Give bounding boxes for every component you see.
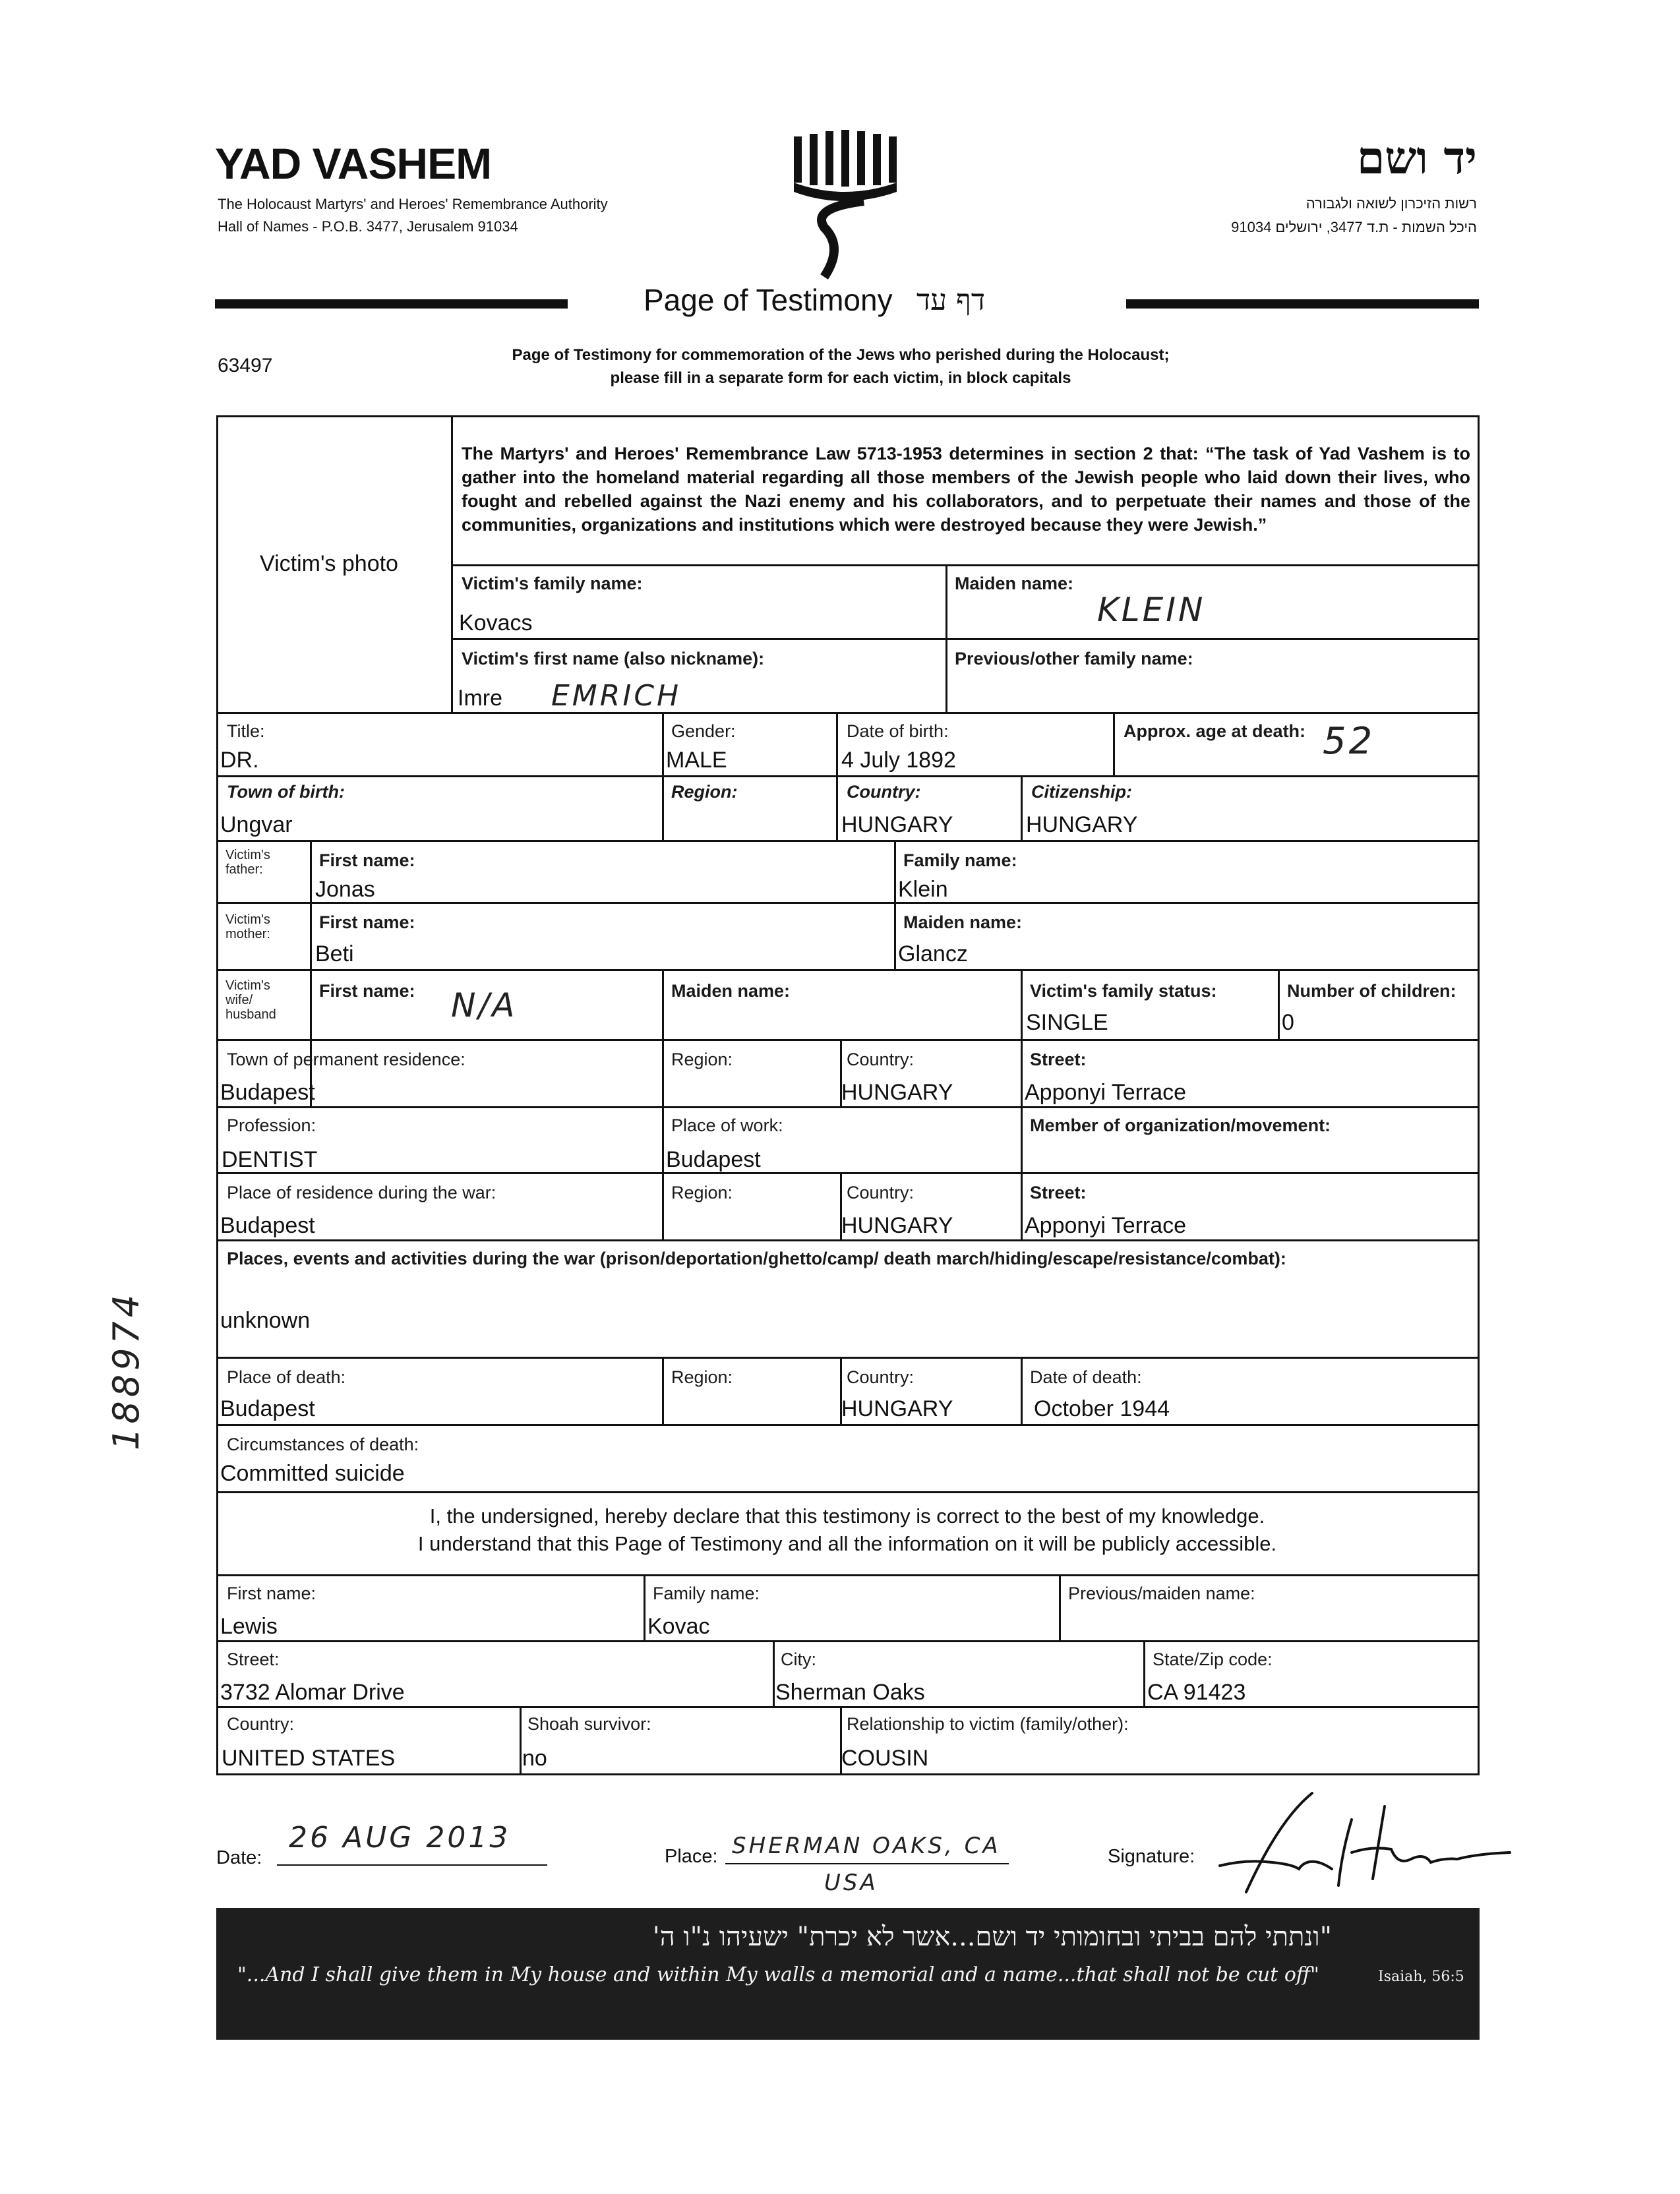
- citizenship-value[interactable]: HUNGARY: [1026, 812, 1138, 837]
- form-subtitle-2: please fill in a separate form for each victim, in block capitals: [610, 369, 1071, 387]
- org-name-hebrew: יד ושם: [1356, 132, 1477, 185]
- previous-family-name-label: Previous/other family name:: [955, 649, 1193, 668]
- father-first-value[interactable]: Jonas: [315, 877, 375, 902]
- age-handwritten[interactable]: 52: [1323, 720, 1375, 763]
- residence-region-label: Region:: [671, 1050, 733, 1069]
- submitter-state-label: State/Zip code:: [1153, 1649, 1273, 1669]
- war-events-label: Places, events and activities during the war (prison/deportation/ghetto/camp/ death march/hiding/escape/resistance/combat):: [227, 1249, 1286, 1268]
- dob-value[interactable]: 4 July 1892: [841, 748, 956, 773]
- workplace-label: Place of work:: [671, 1115, 783, 1135]
- spouse-first-label: First name:: [319, 981, 415, 1001]
- residence-country-label: Country:: [847, 1050, 915, 1069]
- children-label: Number of children:: [1287, 981, 1456, 1001]
- region-birth-label: Region:: [671, 782, 738, 802]
- org-address: Hall of Names - P.O.B. 3477, Jerusalem 91034: [218, 218, 518, 235]
- death-country-value[interactable]: HUNGARY: [841, 1396, 953, 1421]
- page-title-hebrew: דף עד: [916, 283, 986, 317]
- organization-label: Member of organization/movement:: [1030, 1115, 1331, 1135]
- header-rule-right: [1126, 299, 1479, 309]
- relationship-value[interactable]: COUSIN: [841, 1746, 929, 1771]
- survivor-value[interactable]: no: [522, 1746, 547, 1771]
- first-name-label: Victim's first name (also nickname):: [462, 649, 765, 668]
- workplace-value[interactable]: Budapest: [666, 1147, 761, 1172]
- org-subtitle: The Holocaust Martyrs' and Heroes' Remembrance Authority: [218, 196, 608, 212]
- signature-label: Signature:: [1108, 1846, 1195, 1867]
- banner-reference: Isaiah, 56:5: [1378, 1969, 1464, 1985]
- town-birth-value[interactable]: Ungvar: [220, 812, 293, 837]
- submitter-street-value[interactable]: 3732 Alomar Drive: [220, 1680, 405, 1705]
- org-address-hebrew: היכל השמות - ת.ד 3477, ירושלים 91034: [1231, 219, 1477, 235]
- relationship-label: Relationship to victim (family/other):: [847, 1714, 1129, 1734]
- submitter-city-value[interactable]: Sherman Oaks: [775, 1680, 925, 1705]
- war-country-value[interactable]: HUNGARY: [841, 1213, 953, 1238]
- title-value[interactable]: DR.: [220, 748, 259, 773]
- submitter-street-label: Street:: [227, 1649, 280, 1669]
- family-name-label: Victim's family name:: [462, 574, 643, 593]
- death-region-label: Region:: [671, 1367, 733, 1387]
- maiden-name-handwritten[interactable]: KLEIN: [1097, 591, 1206, 629]
- death-date-label: Date of death:: [1030, 1367, 1142, 1387]
- submitter-city-label: City:: [781, 1649, 816, 1669]
- gender-label: Gender:: [671, 721, 736, 741]
- spouse-first-handwritten[interactable]: N/A: [451, 986, 518, 1024]
- banner-hebrew: "ונתתי להם בביתי ובחומותי יד ושם...אשר לא יכרת" ישעיהו נ"ו ה': [652, 1922, 1332, 1952]
- margin-handwritten-number: 188974: [105, 1290, 147, 1450]
- spouse-side-label: Victim's wife/ husband: [225, 978, 276, 1022]
- father-side-label: Victim's father:: [225, 848, 270, 877]
- mother-side-label: Victim's mother:: [225, 912, 270, 941]
- maiden-name-label: Maiden name:: [955, 574, 1074, 593]
- country-birth-label: Country:: [847, 782, 921, 802]
- place-underline: [725, 1863, 1009, 1864]
- death-date-value[interactable]: October 1944: [1034, 1396, 1170, 1421]
- war-residence-value[interactable]: Budapest: [220, 1213, 315, 1238]
- place-label: Place:: [665, 1846, 718, 1867]
- death-place-label: Place of death:: [227, 1367, 346, 1387]
- profession-label: Profession:: [227, 1115, 316, 1135]
- form-subtitle-1: Page of Testimony for commemoration of the Jews who perished during the Holocaust;: [512, 346, 1170, 364]
- town-birth-label: Town of birth:: [227, 782, 345, 802]
- war-events-value[interactable]: unknown: [220, 1308, 311, 1333]
- title-label: Title:: [227, 721, 265, 741]
- date-handwritten[interactable]: 26 AUG 2013: [289, 1821, 511, 1854]
- submitter-state-value[interactable]: CA 91423: [1147, 1680, 1246, 1705]
- yad-vashem-logo: [785, 129, 903, 280]
- photo-placeholder-label: Victim's photo: [260, 551, 398, 576]
- submitter-prev-label: Previous/maiden name:: [1068, 1584, 1255, 1603]
- age-label: Approx. age at death:: [1124, 721, 1306, 741]
- submitter-family-value[interactable]: Kovac: [647, 1614, 710, 1639]
- org-subtitle-hebrew: רשות הזיכרון לשואה ולגבורה: [1305, 195, 1477, 212]
- spouse-maiden-label: Maiden name:: [671, 981, 791, 1001]
- dob-label: Date of birth:: [847, 721, 949, 741]
- banner-english: "...And I shall give them in My house and within My walls a memorial and a name...that shall not be cut off": [237, 1963, 1319, 1986]
- death-circumstances-value[interactable]: Committed suicide: [220, 1461, 405, 1486]
- place-handwritten-2[interactable]: USA: [824, 1870, 878, 1896]
- place-handwritten-1[interactable]: SHERMAN OAKS, CA: [732, 1833, 1001, 1859]
- father-first-label: First name:: [319, 850, 415, 870]
- war-region-label: Region:: [671, 1183, 733, 1202]
- death-country-label: Country:: [847, 1367, 915, 1387]
- war-residence-label: Place of residence during the war:: [227, 1183, 496, 1202]
- family-status-value[interactable]: SINGLE: [1026, 1010, 1108, 1035]
- profession-value[interactable]: DENTIST: [222, 1147, 318, 1172]
- family-name-value[interactable]: Kovacs: [459, 610, 533, 636]
- death-circumstances-label: Circumstances of death:: [227, 1435, 419, 1454]
- country-birth-value[interactable]: HUNGARY: [841, 812, 953, 837]
- death-place-value[interactable]: Budapest: [220, 1396, 315, 1421]
- date-label: Date:: [216, 1847, 262, 1868]
- first-name-value[interactable]: Imre: [458, 686, 502, 711]
- org-name: YAD VASHEM: [215, 139, 492, 188]
- mother-first-value[interactable]: Beti: [315, 941, 354, 966]
- war-street-value[interactable]: Apponyi Terrace: [1025, 1213, 1187, 1238]
- mother-first-label: First name:: [319, 912, 415, 932]
- family-status-label: Victim's family status:: [1030, 981, 1217, 1001]
- residence-country-value[interactable]: HUNGARY: [841, 1080, 953, 1105]
- mother-maiden-value[interactable]: Glancz: [898, 941, 968, 966]
- submitter-first-label: First name:: [227, 1584, 316, 1603]
- declaration-line-2: I understand that this Page of Testimony and all the information on it will be publicly accessible.: [417, 1532, 1277, 1555]
- father-family-value[interactable]: Klein: [898, 877, 948, 902]
- war-country-label: Country:: [847, 1183, 915, 1202]
- submitter-country-label: Country:: [227, 1714, 295, 1734]
- children-value[interactable]: 0: [1282, 1010, 1294, 1035]
- residence-street-label: Street:: [1030, 1050, 1087, 1069]
- war-street-label: Street:: [1030, 1183, 1087, 1202]
- date-underline: [277, 1864, 547, 1866]
- citizenship-label: Citizenship:: [1031, 782, 1132, 802]
- submitter-family-label: Family name:: [653, 1584, 760, 1603]
- mother-maiden-label: Maiden name:: [903, 912, 1023, 932]
- header-rule-left: [215, 299, 568, 309]
- law-text: The Martyrs' and Heroes' Remembrance Law 5713-1953 determines in section 2 that: “The task of Yad Vashem is to gather into the homeland material regarding all those members of the Jewish people who laid down their lives, who fought and rebelled against the Nazi enemy and his collaborators, and to perpetuate their names and those of the communities, organizations and institutions which were destroyed because they were Jewish.”: [462, 444, 1470, 535]
- signature-mark[interactable]: [1200, 1780, 1516, 1905]
- submitter-country-value[interactable]: UNITED STATES: [222, 1746, 396, 1771]
- residence-town-label: Town of permanent residence:: [227, 1050, 465, 1069]
- gender-value[interactable]: MALE: [666, 748, 727, 773]
- survivor-label: Shoah survivor:: [527, 1714, 651, 1734]
- residence-street-value[interactable]: Apponyi Terrace: [1025, 1080, 1187, 1105]
- residence-town-value[interactable]: Budapest: [220, 1080, 315, 1105]
- father-family-label: Family name:: [903, 850, 1017, 870]
- submitter-first-value[interactable]: Lewis: [220, 1614, 278, 1639]
- first-name-handwritten[interactable]: EMRICH: [551, 679, 682, 713]
- page-title: Page of Testimony: [644, 283, 893, 317]
- form-number: 63497: [218, 355, 273, 376]
- declaration-line-1: I, the undersigned, hereby declare that this testimony is correct to the best of my knowledge.: [429, 1504, 1265, 1527]
